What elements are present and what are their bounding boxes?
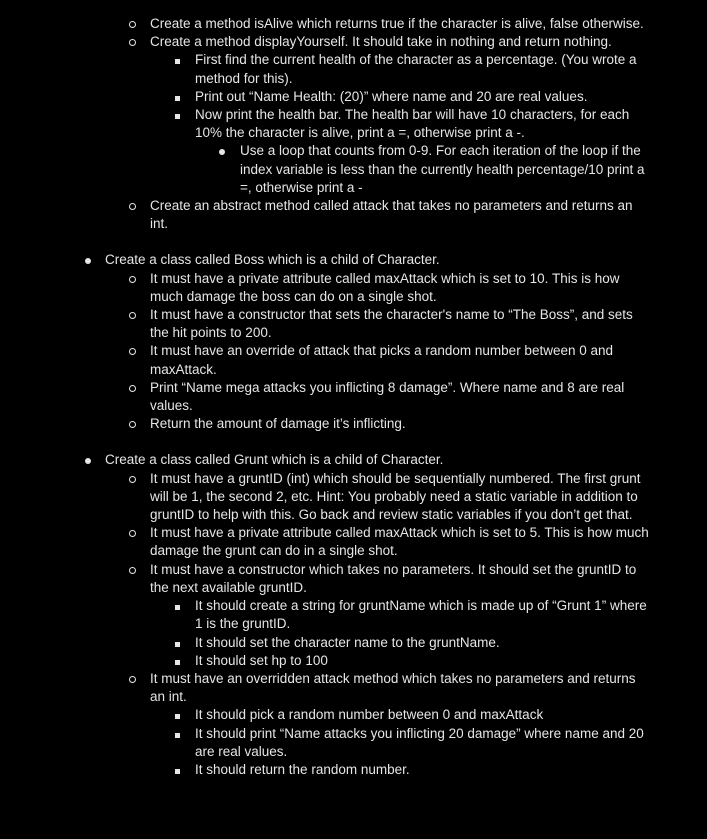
list-item: It must have a constructor which takes no parameters. It should set the gruntID to the next available gruntID.: [0, 561, 707, 597]
list-item: Use a loop that counts from 0-9. For each iteration of the loop if the index variable is less than the currently health percentage/10 print a =, otherwise print a -: [0, 142, 707, 197]
hollow-circle-bullet-icon: [126, 379, 138, 397]
list-item: It must have a private attribute called maxAttack which is set to 5. This is how much damage the grunt can do in a single shot.: [0, 524, 707, 560]
list-item: It should pick a random number between 0 and maxAttack: [0, 706, 707, 724]
list-item: It must have an overridden attack method which takes no parameters and returns an int.: [0, 670, 707, 706]
boss-heading: Create a class called Boss which is a child of Character.: [0, 251, 707, 269]
list-item: It must have a gruntID (int) which should be sequentially numbered. The first grunt will be 1, the second 2, etc. Hint: You probably need a static variable in addition to gruntID to help with this. Go back and review static variables if you don’t get that.: [0, 470, 707, 525]
list-item: It should set the character name to the gruntName.: [0, 634, 707, 652]
square-bullet-icon: [171, 652, 183, 670]
hollow-circle-bullet-icon: [126, 524, 138, 542]
list-item: It must have a private attribute called maxAttack which is set to 10. This is how much damage the boss can do on a single shot.: [0, 270, 707, 306]
hollow-circle-bullet-icon: [126, 470, 138, 488]
square-bullet-icon: [171, 597, 183, 615]
hollow-circle-bullet-icon: [126, 270, 138, 288]
hollow-circle-bullet-icon: [126, 415, 138, 433]
hollow-circle-bullet-icon: [126, 342, 138, 360]
square-bullet-icon: [171, 706, 183, 724]
square-bullet-icon: [171, 88, 183, 106]
list-item: It should print “Name attacks you inflicting 20 damage” where name and 20 are real values.: [0, 725, 707, 761]
list-item: First find the current health of the character as a percentage. (You wrote a method for this).: [0, 51, 707, 87]
square-bullet-icon: [171, 51, 183, 69]
hollow-circle-bullet-icon: [126, 33, 138, 51]
list-item: Create a method isAlive which returns true if the character is alive, false otherwise.: [0, 15, 707, 33]
filled-circle-bullet-icon: [82, 251, 94, 269]
grunt-heading: Create a class called Grunt which is a child of Character.: [0, 451, 707, 469]
filled-circle-bullet-icon: [216, 142, 228, 160]
list-item: Print “Name mega attacks you inflicting 8 damage”. Where name and 8 are real values.: [0, 379, 707, 415]
list-item: It should return the random number.: [0, 761, 707, 779]
list-item: Return the amount of damage it’s inflicting.: [0, 415, 707, 433]
square-bullet-icon: [171, 761, 183, 779]
list-item: It must have an override of attack that picks a random number between 0 and maxAttack.: [0, 342, 707, 378]
square-bullet-icon: [171, 634, 183, 652]
hollow-circle-bullet-icon: [126, 15, 138, 33]
hollow-circle-bullet-icon: [126, 306, 138, 324]
list-item: It should set hp to 100: [0, 652, 707, 670]
hollow-circle-bullet-icon: [126, 561, 138, 579]
list-item: Create a method displayYourself. It should take in nothing and return nothing.: [0, 33, 707, 51]
list-item: It should create a string for gruntName which is made up of “Grunt 1” where 1 is the gruntID.: [0, 597, 707, 633]
square-bullet-icon: [171, 106, 183, 124]
document-body: [0, 15, 707, 779]
square-bullet-icon: [171, 725, 183, 743]
filled-circle-bullet-icon: [82, 451, 94, 469]
hollow-circle-bullet-icon: [126, 670, 138, 688]
hollow-circle-bullet-icon: [126, 197, 138, 215]
list-item: Create an abstract method called attack that takes no parameters and returns an int.: [0, 197, 707, 233]
list-item: It must have a constructor that sets the character's name to “The Boss”, and sets the hit points to 200.: [0, 306, 707, 342]
list-item: Print out “Name Health: (20)” where name and 20 are real values.: [0, 88, 707, 106]
list-item: Now print the health bar. The health bar will have 10 characters, for each 10% the character is alive, print a =, otherwise print a -.: [0, 106, 707, 142]
